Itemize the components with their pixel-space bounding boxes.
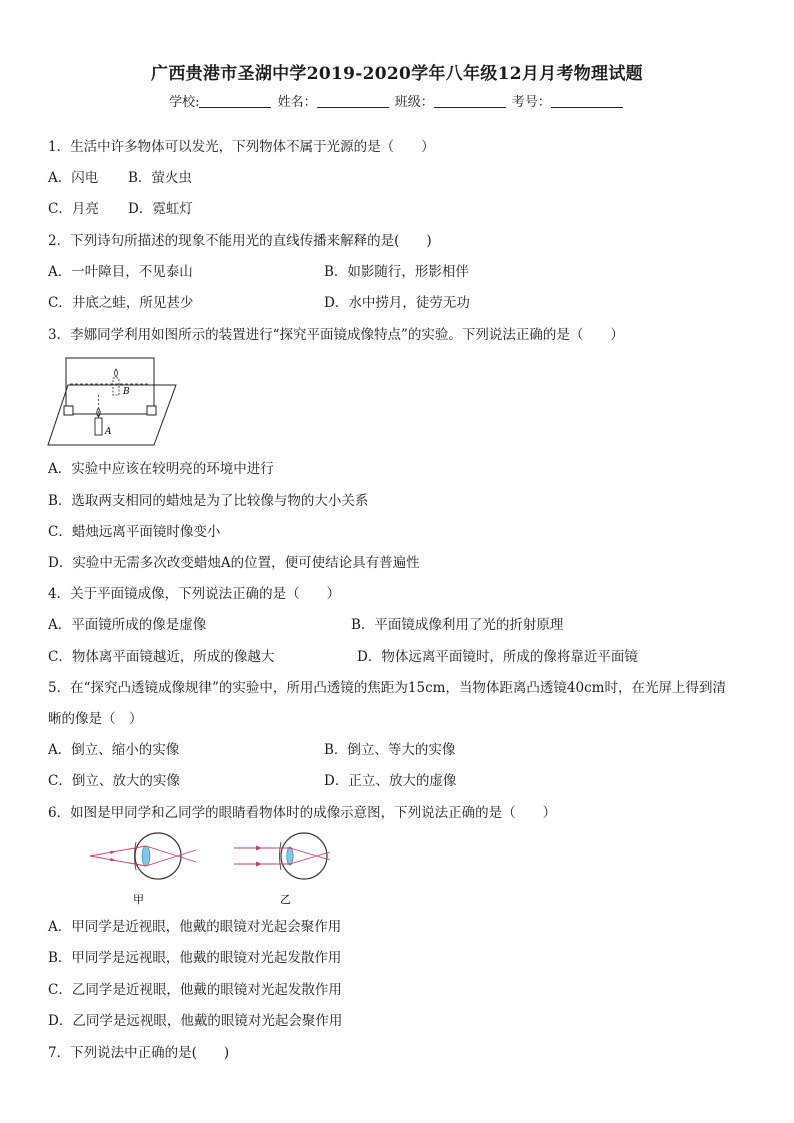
eye-jia: [90, 833, 196, 906]
q3-option-d: D．实验中无需多次改变蜡烛A的位置，便可使结论具有普遍性: [48, 555, 420, 571]
q6-option-b: B．甲同学是远视眼，他戴的眼镜对光起发散作用: [48, 950, 342, 966]
q2-option-a: A．一叶障目，不见泰山: [48, 264, 193, 280]
q2-stem: 2．下列诗句所描述的现象不能用光的直线传播来解释的是( ): [48, 233, 432, 249]
student-info-line: [0, 91, 794, 110]
q2-option-c: C．井底之蛙，所见甚少: [48, 295, 194, 311]
number-label: 考号：: [511, 95, 551, 110]
page-title: 广西贵港市圣湖中学2019-2020学年八年级12月月考物理试题: [151, 64, 643, 84]
q7-stem: 7．下列说法中正确的是( ): [48, 1045, 230, 1061]
eye-diagram-figure: [86, 828, 336, 910]
q5-option-d: D．正立、放大的虚像: [324, 773, 457, 789]
q2-option-b: B．如影随行，形影相伴: [324, 264, 469, 280]
q6-stem: 6．如图是甲同学和乙同学的眼睛看物体时的成像示意图，下列说法正确的是（ ）: [48, 805, 557, 821]
q5-option-b: B．倒立、等大的实像: [324, 742, 456, 758]
name-label: 姓名：: [277, 95, 317, 110]
q3-option-b: B．选取两支相同的蜡烛是为了比较像与物的大小关系: [48, 493, 369, 509]
q1-option-b: B．萤火虫: [128, 170, 192, 186]
label-b: B: [123, 387, 130, 397]
class-blank[interactable]: [434, 95, 506, 108]
q3-stem: 3．李娜同学利用如图所示的装置进行“探究平面镜成像特点”的实验。下列说法正确的是（ ）: [48, 327, 624, 343]
number-blank[interactable]: [551, 95, 623, 108]
q6-option-c: C．乙同学是近视眼，他戴的眼镜对光起发散作用: [48, 982, 342, 998]
q1-option-d: D．霓虹灯: [128, 201, 193, 217]
q4-option-c: C．物体离平面镜越近，所成的像越大: [48, 649, 275, 665]
q5-option-c: C．倒立、放大的实像: [48, 773, 180, 789]
label-jia: 甲: [133, 893, 144, 906]
label-a: A: [105, 427, 112, 437]
q4-stem: 4．关于平面镜成像，下列说法正确的是（ ）: [48, 586, 341, 602]
school-blank[interactable]: [199, 95, 271, 108]
q4-option-b: B．平面镜成像利用了光的折射原理: [351, 617, 564, 633]
q5-stem: 5．在“探究凸透镜成像规律”的实验中，所用凸透镜的焦距为15cm，当物体距离凸透镜40cm时，在光屏上得到清: [48, 680, 726, 696]
label-yi: 乙: [280, 893, 291, 906]
q6-option-d: D．乙同学是远视眼，他戴的眼镜对光起会聚作用: [48, 1013, 343, 1029]
school-label: 学校:: [169, 95, 200, 110]
q4-option-a: A．平面镜所成的像是虚像: [48, 617, 207, 633]
q1-option-c: C．月亮: [48, 201, 99, 217]
q5-option-a: A．倒立、缩小的实像: [48, 742, 180, 758]
q1-option-a: A．闪电: [48, 170, 99, 186]
class-label: 班级：: [394, 95, 434, 110]
q6-option-a: A．甲同学是近视眼，他戴的眼镜对光起会聚作用: [48, 919, 342, 935]
q3-option-a: A．实验中应该在较明亮的环境中进行: [48, 461, 274, 477]
plane-mirror-figure: [46, 352, 178, 448]
q3-option-c: C．蜡烛远离平面镜时像变小: [48, 524, 221, 540]
q5-stem-cont: 晰的像是（ ）: [48, 711, 143, 727]
q4-option-d: D．物体远离平面镜时，所成的像将靠近平面镜: [357, 649, 638, 665]
name-blank[interactable]: [317, 95, 389, 108]
q1-stem: 1．生活中许多物体可以发光，下列物体不属于光源的是（ ）: [48, 139, 435, 155]
eye-yi: [234, 833, 330, 906]
q2-option-d: D．水中捞月，徒劳无功: [324, 295, 470, 311]
